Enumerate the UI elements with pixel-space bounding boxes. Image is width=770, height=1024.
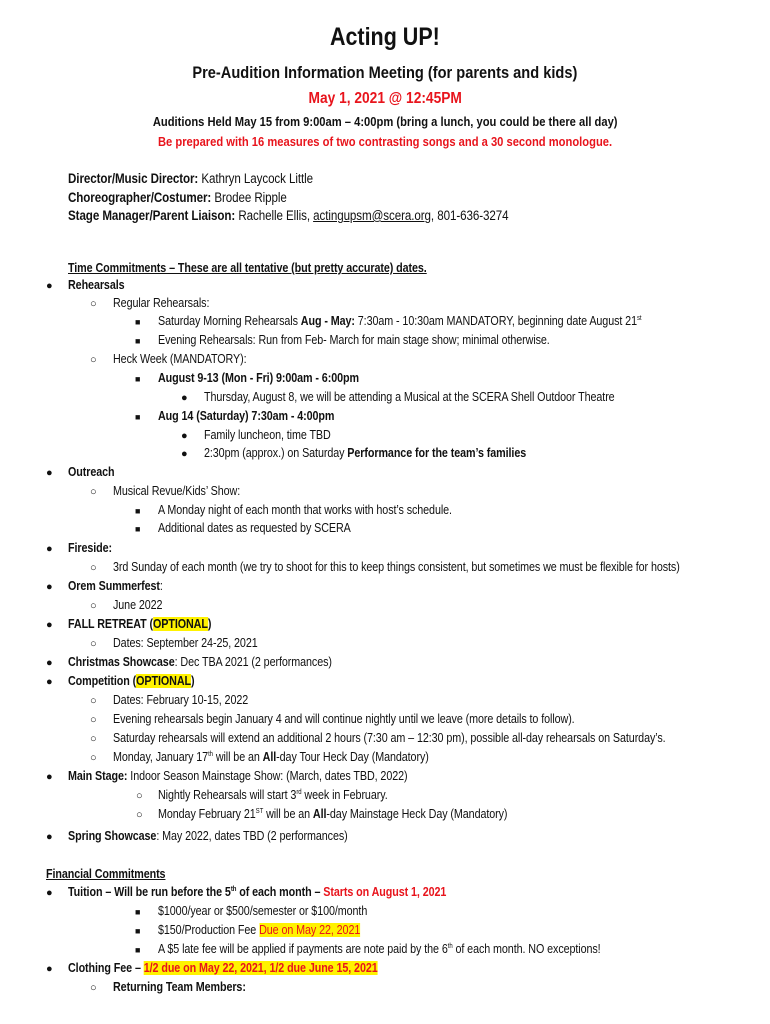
bullet-dot: ● [181, 392, 188, 404]
clothing-fee-item: Clothing Fee – 1/2 due on May 22, 2021, 1/2 due June 15, 2021 [68, 961, 378, 975]
fall-retreat-item: FALL RETREAT (OPTIONAL) [68, 617, 212, 631]
bullet-circle: ○ [90, 695, 97, 707]
tuition-item: Tuition – Will be run before the 5th of each month – Starts on August 1, 2021 [68, 885, 447, 899]
bullet-dot: ● [46, 676, 53, 688]
bullet-dot: ● [46, 581, 53, 593]
spring-showcase-item: Spring Showcase: May 2022, dates TBD (2 performances) [68, 829, 348, 843]
luncheon-item: Family luncheon, time TBD [204, 428, 331, 442]
bullet-dot: ● [46, 831, 53, 843]
bullet-circle: ○ [136, 790, 143, 802]
bullet-dot: ● [46, 543, 53, 555]
clothing-due-highlight: 1/2 due on May 22, 2021, 1/2 due June 15, 2021 [143, 961, 378, 975]
bullet-square: ■ [135, 926, 141, 936]
returning-members-item: Returning Team Members: [113, 980, 246, 994]
bullet-dot: ● [181, 430, 188, 442]
orem-summerfest-item: Orem Summerfest: [68, 579, 163, 593]
bullet-circle: ○ [90, 638, 97, 650]
competition-saturday-item: Saturday rehearsals will extend an additional 2 hours (7:30 am – 12:30 pm), possible all-day rehearsals on Saturday’s. [113, 731, 666, 745]
bullet-square: ■ [135, 506, 141, 516]
email-link[interactable]: actingupsm@scera.org [313, 208, 431, 223]
bullet-circle: ○ [90, 486, 97, 498]
competition-item: Competition (OPTIONAL) [68, 674, 195, 688]
meeting-date: May 1, 2021 @ 12:45PM [308, 90, 462, 107]
bullet-circle: ○ [90, 354, 97, 366]
aug-9-13-item: August 9-13 (Mon - Fri) 9:00am - 6:00pm [158, 371, 359, 385]
choreographer-line: Choreographer/Costumer: Brodee Ripple [68, 190, 287, 205]
bullet-dot: ● [46, 657, 53, 669]
bullet-circle: ○ [90, 562, 97, 574]
bullet-dot: ● [181, 448, 188, 460]
bullet-circle: ○ [90, 714, 97, 726]
bullet-circle: ○ [90, 733, 97, 745]
late-fee-item: A $5 late fee will be applied if payments are note paid by the 6th of each month. NO exceptions! [158, 942, 601, 956]
bullet-square: ■ [135, 412, 141, 422]
musical-revue-item: Musical Revue/Kids’ Show: [113, 484, 241, 498]
rehearsals-item: Rehearsals [68, 278, 125, 292]
bullet-circle: ○ [136, 809, 143, 821]
nightly-rehearsals-item: Nightly Rehearsals will start 3rd week in February. [158, 788, 388, 802]
christmas-showcase-item: Christmas Showcase: Dec TBA 2021 (2 performances) [68, 655, 332, 669]
bullet-circle: ○ [90, 752, 97, 764]
bullet-circle: ○ [90, 298, 97, 310]
optional-highlight: OPTIONAL [136, 674, 192, 688]
fireside-detail-item: 3rd Sunday of each month (we try to shoot for this to keep things consistent, but sometimes we must be flexible for hosts) [113, 560, 680, 574]
bullet-dot: ● [46, 280, 53, 292]
document-subtitle: Pre-Audition Information Meeting (for parents and kids) [192, 63, 578, 82]
bullet-dot: ● [46, 771, 53, 783]
bullet-dot: ● [46, 467, 53, 479]
competition-dates-item: Dates: February 10-15, 2022 [113, 693, 249, 707]
bullet-square: ■ [135, 336, 141, 346]
tuition-amount-item: $1000/year or $500/semester or $100/month [158, 904, 368, 918]
evening-rehearsals-item: Evening Rehearsals: Run from Feb- March for main stage show; minimal otherwise. [158, 333, 550, 347]
document-title: Acting UP! [330, 23, 440, 51]
time-commitments-heading: Time Commitments – These are all tentative (but pretty accurate) dates. [68, 261, 427, 275]
outreach-item: Outreach [68, 465, 115, 479]
heck-week-item: Heck Week (MANDATORY): [113, 352, 247, 366]
feb-21-item: Monday February 21ST will be an All-day Mainstage Heck Day (Mandatory) [158, 807, 508, 821]
auditions-line: Auditions Held May 15 from 9:00am – 4:00pm (bring a lunch, you could be there all day) [152, 114, 618, 129]
additional-dates-item: Additional dates as requested by SCERA [158, 521, 351, 535]
due-date-highlight: Due on May 22, 2021 [259, 923, 361, 937]
bullet-circle: ○ [90, 600, 97, 612]
monday-night-item: A Monday night of each month that works with host’s schedule. [158, 503, 452, 517]
director-line: Director/Music Director: Kathryn Laycock Little [68, 171, 314, 186]
bullet-square: ■ [135, 945, 141, 955]
bullet-square: ■ [135, 524, 141, 534]
bullet-dot: ● [46, 887, 53, 899]
performance-item: 2:30pm (approx.) on Saturday Performance for the team’s families [204, 446, 527, 460]
bullet-square: ■ [135, 374, 141, 384]
stage-manager-line: Stage Manager/Parent Liaison: Rachelle Ellis, actingupsm@scera.org, 801-636-3274 [68, 208, 509, 223]
aug-14-item: Aug 14 (Saturday) 7:30am - 4:00pm [158, 409, 335, 423]
retreat-dates-item: Dates: September 24-25, 2021 [113, 636, 258, 650]
main-stage-item: Main Stage: Indoor Season Mainstage Show: (March, dates TBD, 2022) [68, 769, 408, 783]
saturday-rehearsals-item: Saturday Morning Rehearsals Aug - May: 7:30am - 10:30am MANDATORY, beginning date August 21st [158, 314, 642, 328]
bullet-square: ■ [135, 907, 141, 917]
bullet-square: ■ [135, 317, 141, 327]
bullet-dot: ● [46, 963, 53, 975]
prepare-line: Be prepared with 16 measures of two contrasting songs and a 30 second monologue. [157, 134, 613, 149]
june-item: June 2022 [113, 598, 163, 612]
bullet-circle: ○ [90, 982, 97, 994]
production-fee-item: $150/Production Fee Due on May 22, 2021 [158, 923, 361, 937]
fireside-item: Fireside: [68, 541, 113, 555]
thursday-item: Thursday, August 8, we will be attending a Musical at the SCERA Shell Outdoor Theatre [204, 390, 615, 404]
competition-evening-item: Evening rehearsals begin January 4 and will continue nightly until we leave (more details to follow). [113, 712, 575, 726]
competition-monday-item: Monday, January 17th will be an All-day Tour Heck Day (Mandatory) [113, 750, 429, 764]
financial-commitments-heading: Financial Commitments [46, 867, 166, 881]
bullet-dot: ● [46, 619, 53, 631]
optional-highlight: OPTIONAL [152, 617, 208, 631]
regular-rehearsals-item: Regular Rehearsals: [113, 296, 210, 310]
